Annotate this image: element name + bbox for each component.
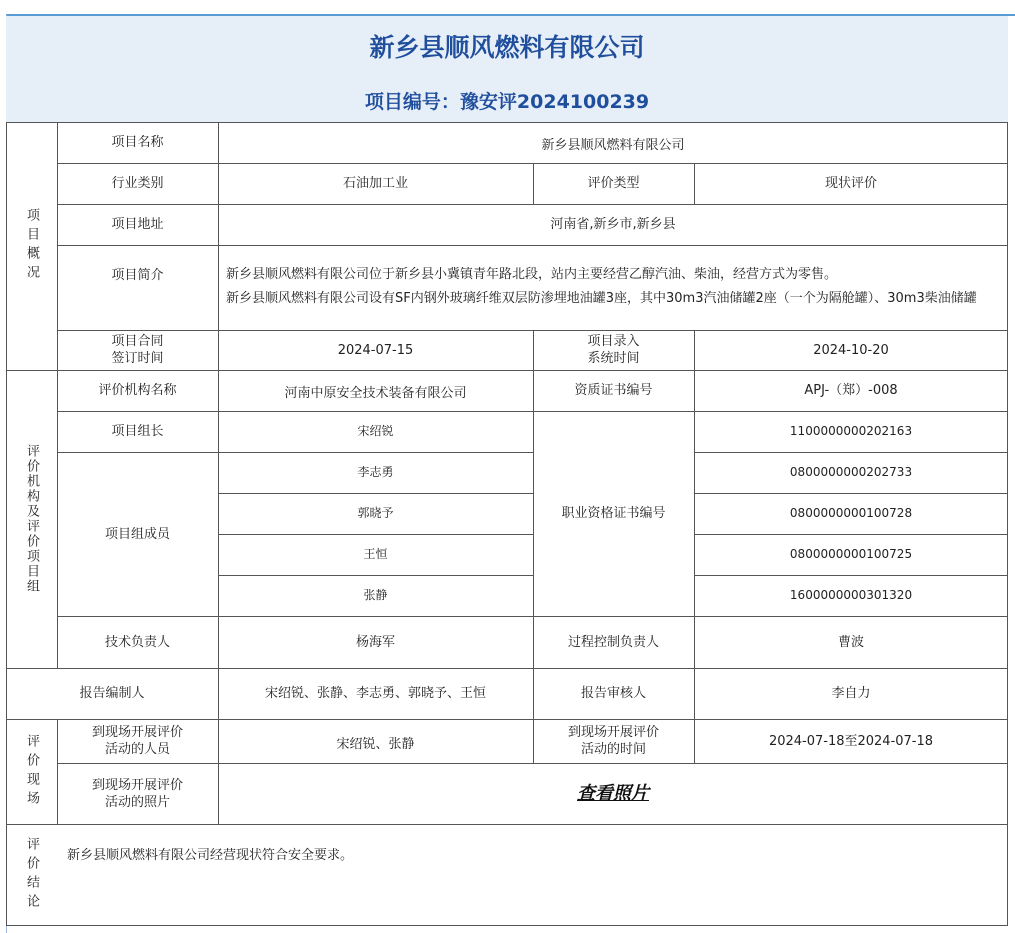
team-leader-name: 宋绍锐 bbox=[357, 424, 394, 438]
summary-line-1: 新乡县顺风燃料有限公司位于新乡县小冀镇青年路北段，站内主要经营乙醇汽油、柴油，经营方式为零售。 bbox=[226, 267, 838, 282]
report-editor-value: 宋绍锐、张静、李志勇、郭晓予、王恒 bbox=[264, 686, 486, 701]
section-agency: 评价机构及评价项目组 bbox=[24, 444, 39, 594]
address-value: 河南省,新乡市,新乡县 bbox=[550, 217, 676, 232]
onsite-photos-cell bbox=[218, 763, 1008, 824]
project-name-label: 项目名称 bbox=[111, 135, 164, 150]
report-reviewer-label: 报告审核人 bbox=[580, 686, 646, 701]
eval-type-label: 评价类型 bbox=[587, 176, 640, 191]
team-member-name: 郭晓予 bbox=[357, 506, 394, 520]
summary-line-2: 新乡县顺风燃料有限公司设有SF内钢外玻璃纤维双层防渗埋地油罐3座，其中30m3汽油储罐2座（一个为隔舱罐）、30m3柴油储罐 bbox=[226, 291, 977, 306]
section-onsite: 评价现场 bbox=[24, 733, 39, 810]
onsite-people-value: 宋绍锐、张静 bbox=[336, 736, 415, 752]
contract-date-value: 2024-07-15 bbox=[337, 342, 414, 358]
team-member-name: 王恒 bbox=[363, 547, 388, 561]
cert-number-label: 资质证书编号 bbox=[574, 383, 653, 398]
eval-type-value: 现状评价 bbox=[824, 176, 877, 191]
entry-date-value: 2024-10-20 bbox=[813, 342, 889, 358]
team-member-name: 张静 bbox=[363, 588, 388, 602]
section-overview: 项目概况 bbox=[24, 208, 39, 284]
industry-value: 石油加工业 bbox=[342, 176, 408, 191]
team-members-label: 项目组成员 bbox=[104, 526, 170, 542]
team-member-cert: 0800000000100725 bbox=[789, 547, 913, 561]
section-conclusion: 评价结论 bbox=[24, 836, 39, 913]
view-photos-link[interactable]: 查看照片 bbox=[577, 783, 649, 804]
summary-value bbox=[226, 263, 1008, 327]
tech-lead-label: 技术负责人 bbox=[104, 634, 170, 650]
contract-date-label: 项目合同 签订时间 bbox=[111, 334, 164, 366]
team-leader-cert: 1100000000202163 bbox=[789, 424, 913, 438]
report-reviewer-value: 李自力 bbox=[831, 686, 871, 701]
report-editor-label: 报告编制人 bbox=[79, 686, 145, 701]
onsite-photos-label: 到现场开展评价 活动的照片 bbox=[91, 777, 183, 810]
team-member-cert: 1600000000301320 bbox=[789, 588, 913, 602]
project-code bbox=[6, 84, 1008, 120]
entry-date-label: 项目录入 系统时间 bbox=[587, 334, 640, 366]
tech-lead-value: 杨海军 bbox=[355, 634, 395, 650]
team-leader-label: 项目组长 bbox=[111, 424, 164, 439]
summary-label: 项目简介 bbox=[111, 267, 164, 283]
team-member-cert: 0800000000202733 bbox=[789, 465, 913, 479]
conclusion-text: 新乡县顺风燃料有限公司经营现状符合安全要求。 bbox=[67, 847, 354, 863]
project-name-value: 新乡县顺风燃料有限公司 bbox=[541, 138, 685, 153]
company-title: 新乡县顺风燃料有限公司 bbox=[369, 33, 645, 62]
project-code-label: 项目编号： bbox=[364, 91, 460, 113]
qualification-cert-label: 职业资格证书编号 bbox=[561, 506, 666, 521]
onsite-people-label: 到现场开展评价 活动的人员 bbox=[91, 725, 183, 757]
process-lead-label: 过程控制负责人 bbox=[567, 634, 659, 650]
onsite-time-label: 到现场开展评价 活动的时间 bbox=[567, 725, 659, 757]
agency-name-label: 评价机构名称 bbox=[98, 383, 177, 398]
cert-number-value: APJ-（郑）-008 bbox=[804, 383, 898, 398]
onsite-time-value: 2024-07-18至2024-07-18 bbox=[768, 733, 934, 749]
project-code-value: 豫安评2024100239 bbox=[459, 91, 650, 113]
address-label: 项目地址 bbox=[111, 217, 164, 232]
process-lead-value: 曹波 bbox=[837, 634, 864, 650]
agency-name-value: 河南中原安全技术装备有限公司 bbox=[284, 386, 467, 401]
industry-label: 行业类别 bbox=[111, 176, 164, 191]
team-member-cert: 0800000000100728 bbox=[789, 506, 913, 520]
team-member-name: 李志勇 bbox=[357, 465, 394, 479]
